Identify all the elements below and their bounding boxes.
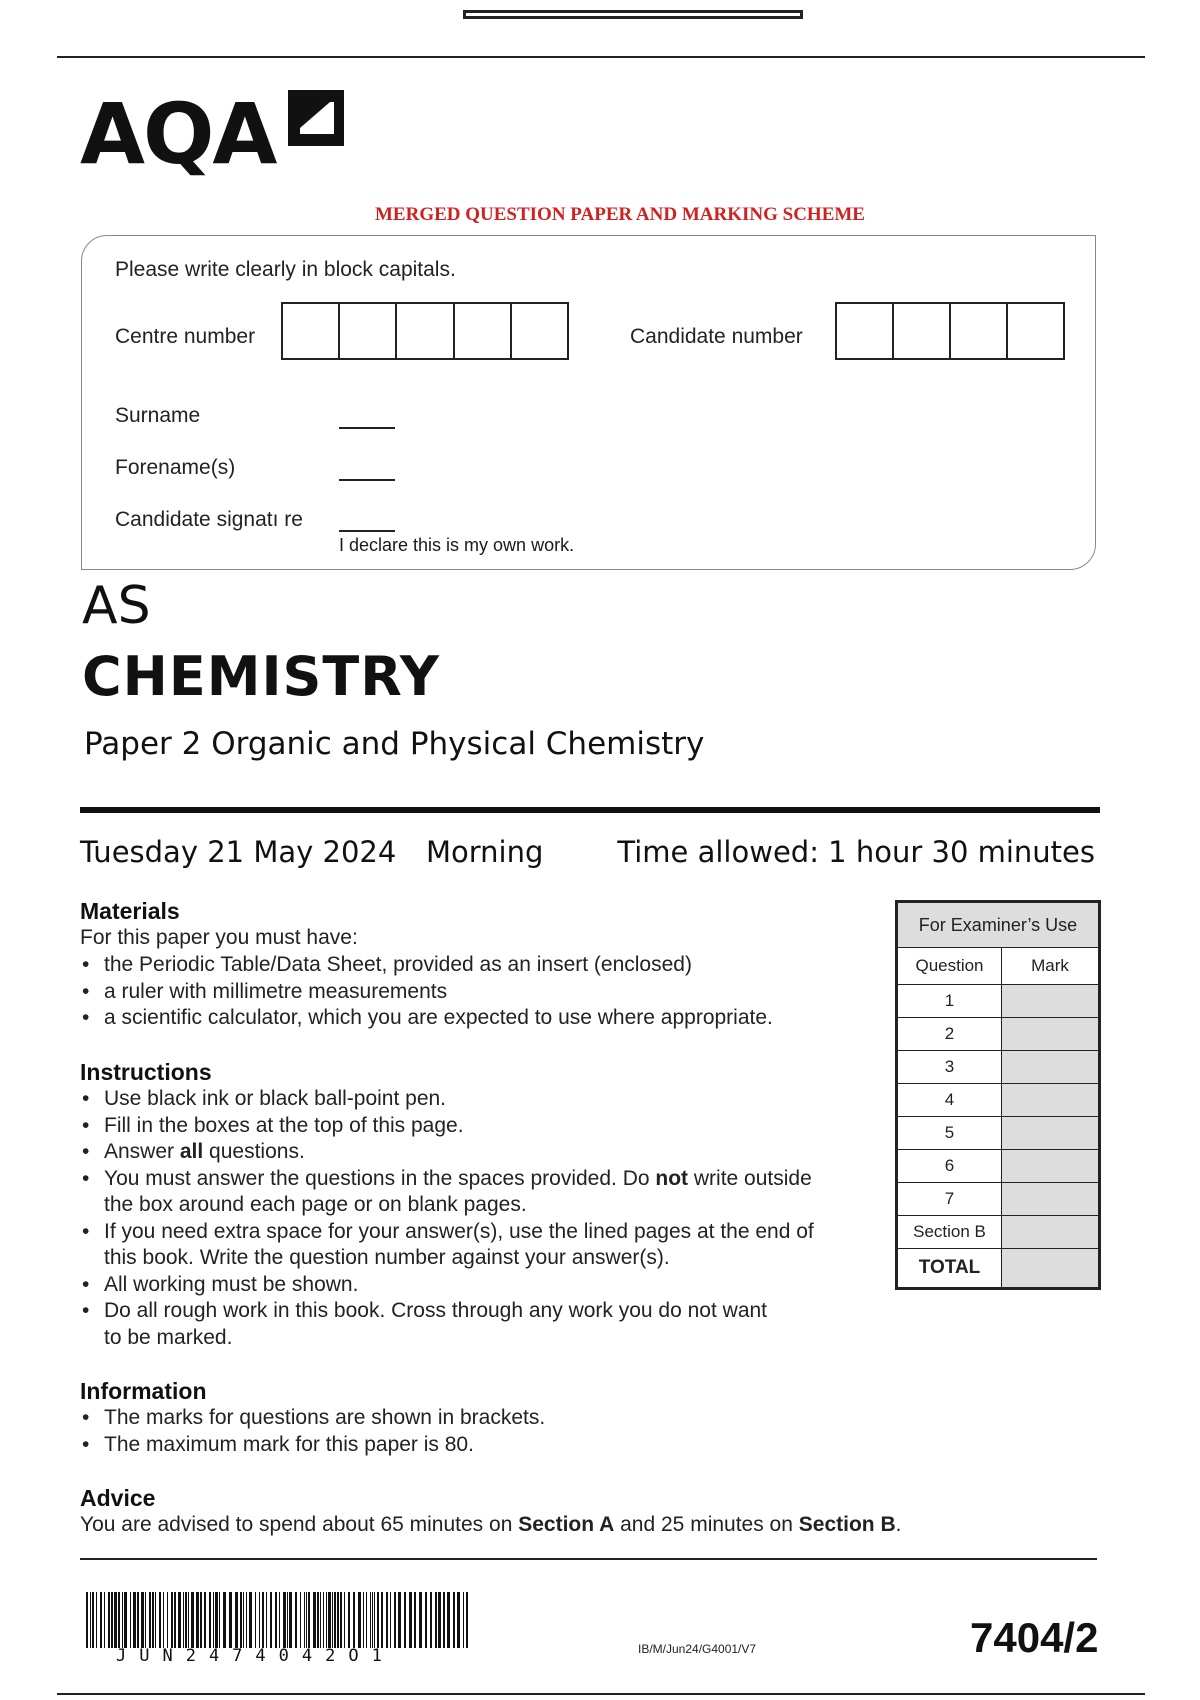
question-number: 6 [898, 1150, 1002, 1183]
barcode-bar [419, 1592, 422, 1648]
top-divider [57, 56, 1145, 58]
list-item: • a scientific calculator, which you are expected to use where appropriate. [80, 1005, 860, 1032]
list-item: • All working must be shown. [80, 1272, 870, 1299]
barcode-bar [149, 1592, 151, 1648]
candidate-number-box[interactable] [837, 304, 894, 358]
barcode-bar [229, 1592, 232, 1648]
examiner-table-title: For Examiner’s Use [898, 903, 1099, 948]
question-number: Section B [898, 1216, 1002, 1249]
instructions-list [80, 1086, 870, 1351]
barcode-bar [404, 1592, 406, 1648]
list-item: • Answer all questions. [80, 1139, 870, 1166]
mark-cell[interactable] [1002, 1183, 1099, 1216]
barcode-bar [191, 1592, 194, 1648]
barcode-bar [430, 1592, 432, 1648]
barcode-bar [215, 1592, 218, 1648]
barcode-bar [443, 1592, 445, 1648]
barcode-bar [326, 1592, 327, 1648]
block-capitals-instruction: Please write clearly in block capitals. [115, 258, 456, 281]
barcode-bar [185, 1592, 187, 1648]
advice-text: You are advised to spend about 65 minutes on Section A and 25 minutes on Section B. [80, 1513, 902, 1536]
candidate-number-field[interactable] [835, 302, 1065, 360]
barcode-bar [171, 1592, 173, 1648]
barcode-bar [213, 1592, 214, 1648]
centre-number-box[interactable] [340, 304, 397, 358]
barcode-bar [398, 1592, 401, 1648]
list-item: • a ruler with millimetre measurements [80, 979, 860, 1006]
barcode-bar [249, 1592, 252, 1648]
barcode-bar [243, 1592, 244, 1648]
barcode-bar [137, 1592, 139, 1648]
centre-number-label: Centre number [115, 325, 256, 348]
centre-number-box[interactable] [397, 304, 454, 358]
barcode-bar [174, 1592, 176, 1648]
paper-code: 7404/2 [970, 1614, 1099, 1661]
barcode-bar [262, 1592, 264, 1648]
barcode-bar [270, 1592, 272, 1648]
barcode-bar [124, 1592, 127, 1648]
barcode-bar [370, 1592, 371, 1648]
barcode-bar [308, 1592, 310, 1648]
question-number: 2 [898, 1018, 1002, 1051]
materials-list [80, 952, 860, 1032]
barcode-bar [390, 1592, 391, 1648]
barcode-bar [145, 1592, 146, 1648]
mark-cell[interactable] [1002, 1018, 1099, 1051]
candidate-number-label: Candidate number [630, 325, 803, 348]
aqa-logo-mark-icon [286, 88, 346, 148]
barcode-bar [114, 1592, 117, 1648]
surname-label: Surname [115, 404, 201, 427]
barcode-bar [435, 1592, 437, 1648]
centre-number-box[interactable] [455, 304, 512, 358]
barcode-bar [289, 1592, 292, 1648]
advice-divider [80, 1558, 1097, 1560]
barcode-bar [372, 1592, 373, 1648]
declaration-text: I declare this is my own work. [339, 535, 575, 555]
materials-heading: Materials [80, 898, 180, 924]
barcode-bar [163, 1592, 164, 1648]
exam-session: Morning [426, 835, 544, 869]
barcode-bar [209, 1592, 211, 1648]
materials-intro: For this paper you must have: [80, 926, 358, 949]
barcode-digits: JUN2474042O1 [116, 1646, 395, 1666]
barcode-bar [386, 1592, 388, 1648]
centre-number-box[interactable] [512, 304, 567, 358]
mark-cell[interactable] [1002, 1216, 1099, 1249]
barcode-bar [196, 1592, 199, 1648]
barcode-bar [409, 1592, 412, 1648]
barcode-bar [332, 1592, 333, 1648]
barcode-bar [466, 1592, 468, 1648]
advice-heading: Advice [80, 1485, 156, 1511]
barcode-bar [219, 1592, 220, 1648]
barcode-bar [178, 1592, 181, 1648]
candidate-number-box[interactable] [894, 304, 951, 358]
barcode-bar [223, 1592, 226, 1648]
barcode-bar [152, 1592, 154, 1648]
signature-label: Candidate signatı re [115, 508, 303, 531]
barcode-bar [300, 1592, 301, 1648]
barcode-bar [130, 1592, 131, 1648]
barcode-bar [304, 1592, 305, 1648]
mark-cell[interactable] [1002, 1117, 1099, 1150]
barcode-bar [348, 1592, 350, 1648]
barcode-bar [344, 1592, 345, 1648]
question-number: 4 [898, 1084, 1002, 1117]
barcode-bar [240, 1592, 242, 1648]
barcode-bar [394, 1592, 396, 1648]
total-mark-cell[interactable] [1002, 1249, 1099, 1288]
mark-column-header: Mark [1002, 948, 1099, 985]
mark-cell[interactable] [1002, 1084, 1099, 1117]
barcode-bar [266, 1592, 267, 1648]
centre-number-field[interactable] [281, 302, 569, 360]
question-number: 1 [898, 985, 1002, 1018]
barcode-bar [279, 1592, 280, 1648]
barcode-bar [96, 1592, 97, 1648]
barcode-bar [447, 1592, 450, 1648]
question-number: 7 [898, 1183, 1002, 1216]
forenames-label: Forename(s) [115, 456, 236, 479]
barcode-bar [453, 1592, 455, 1648]
barcode-bar [122, 1592, 123, 1648]
barcode-bar [287, 1592, 288, 1648]
information-heading: Information [80, 1378, 207, 1404]
total-label: TOTAL [898, 1249, 1002, 1288]
mark-cell[interactable] [1002, 1051, 1099, 1084]
barcode-bar [340, 1592, 342, 1648]
barcode-bar [108, 1592, 110, 1648]
bottom-divider [57, 1693, 1145, 1695]
paper-title: Paper 2 Organic and Physical Chemistry [84, 726, 705, 762]
signature-field[interactable] [339, 530, 395, 532]
list-item: • Fill in the boxes at the top of this page. [80, 1113, 870, 1140]
information-list [80, 1405, 860, 1458]
list-item: • If you need extra space for your answer(s), use the lined pages at the end of this book. Write the question number against your answer(s). [80, 1219, 844, 1272]
barcode-bar [374, 1592, 375, 1648]
barcode-bar [188, 1592, 189, 1648]
barcode [86, 1592, 470, 1648]
instructions-heading: Instructions [80, 1059, 212, 1085]
barcode-bar [141, 1592, 144, 1648]
time-allowed: Time allowed: 1 hour 30 minutes [617, 835, 1095, 869]
logo-text: AQA [80, 85, 276, 183]
barcode-bar [334, 1592, 336, 1648]
barcode-bar [414, 1592, 416, 1648]
barcode-bar [90, 1592, 91, 1648]
barcode-bar [259, 1592, 260, 1648]
list-item: • the Periodic Table/Data Sheet, provided as an insert (enclosed) [80, 952, 860, 979]
barcode-bar [358, 1592, 361, 1648]
mark-cell[interactable] [1002, 1150, 1099, 1183]
aqa-logo [80, 85, 345, 183]
barcode-bar [86, 1592, 88, 1648]
barcode-bar [183, 1592, 184, 1648]
qualification-level: AS [82, 576, 151, 636]
barcode-bar [377, 1592, 379, 1648]
top-registration-mark [463, 10, 803, 19]
question-column-header: Question [898, 948, 1002, 985]
barcode-bar [463, 1592, 464, 1648]
barcode-bar [366, 1592, 367, 1648]
barcode-bar [320, 1592, 321, 1648]
barcode-bar [92, 1592, 94, 1648]
barcode-bar [317, 1592, 319, 1648]
barcode-bar [133, 1592, 136, 1648]
barcode-bar [111, 1592, 113, 1648]
exam-date: Tuesday 21 May 2024 [80, 835, 397, 869]
barcode-bar [155, 1592, 156, 1648]
subject-title: CHEMISTRY [82, 645, 440, 708]
barcode-bar [328, 1592, 331, 1648]
centre-number-box[interactable] [283, 304, 340, 358]
barcode-bar [118, 1592, 120, 1648]
barcode-bar [255, 1592, 256, 1648]
barcode-bar [457, 1592, 460, 1648]
barcode-bar [104, 1592, 105, 1648]
barcode-bar [438, 1592, 441, 1648]
list-item: • You must answer the questions in the spaces provided. Do not write outside the box around each page or on blank pages. [80, 1166, 844, 1219]
barcode-bar [323, 1592, 324, 1648]
barcode-bar [381, 1592, 383, 1648]
barcode-bar [425, 1592, 427, 1648]
barcode-bar [235, 1592, 238, 1648]
reference-code: IB/M/Jun24/G4001/V7 [638, 1642, 757, 1656]
mark-cell[interactable] [1002, 985, 1099, 1018]
candidate-number-box[interactable] [951, 304, 1008, 358]
question-number: 3 [898, 1051, 1002, 1084]
barcode-bar [200, 1592, 202, 1648]
barcode-bar [159, 1592, 161, 1648]
examiner-use-table [895, 900, 1101, 1290]
merged-banner: MERGED QUESTION PAPER AND MARKING SCHEME [375, 204, 865, 225]
list-item: • The marks for questions are shown in brackets. [80, 1405, 860, 1432]
barcode-bar [337, 1592, 339, 1648]
barcode-bar [353, 1592, 355, 1648]
barcode-bar [246, 1592, 247, 1648]
barcode-bar [313, 1592, 316, 1648]
barcode-bar [306, 1592, 307, 1648]
title-divider [80, 807, 1100, 813]
question-number: 5 [898, 1117, 1002, 1150]
barcode-bar [275, 1592, 277, 1648]
candidate-number-box[interactable] [1008, 304, 1063, 358]
forenames-field[interactable] [339, 479, 395, 481]
barcode-bar [100, 1592, 102, 1648]
surname-field[interactable] [339, 427, 395, 429]
barcode-bar [283, 1592, 286, 1648]
list-item: • The maximum mark for this paper is 80. [80, 1432, 860, 1459]
list-item: • Use black ink or black ball-point pen. [80, 1086, 870, 1113]
barcode-bar [363, 1592, 364, 1648]
barcode-bar [295, 1592, 297, 1648]
barcode-bar [204, 1592, 206, 1648]
list-item: • Do all rough work in this book. Cross through any work you do not want to be marked. [80, 1298, 784, 1351]
barcode-bar [167, 1592, 168, 1648]
